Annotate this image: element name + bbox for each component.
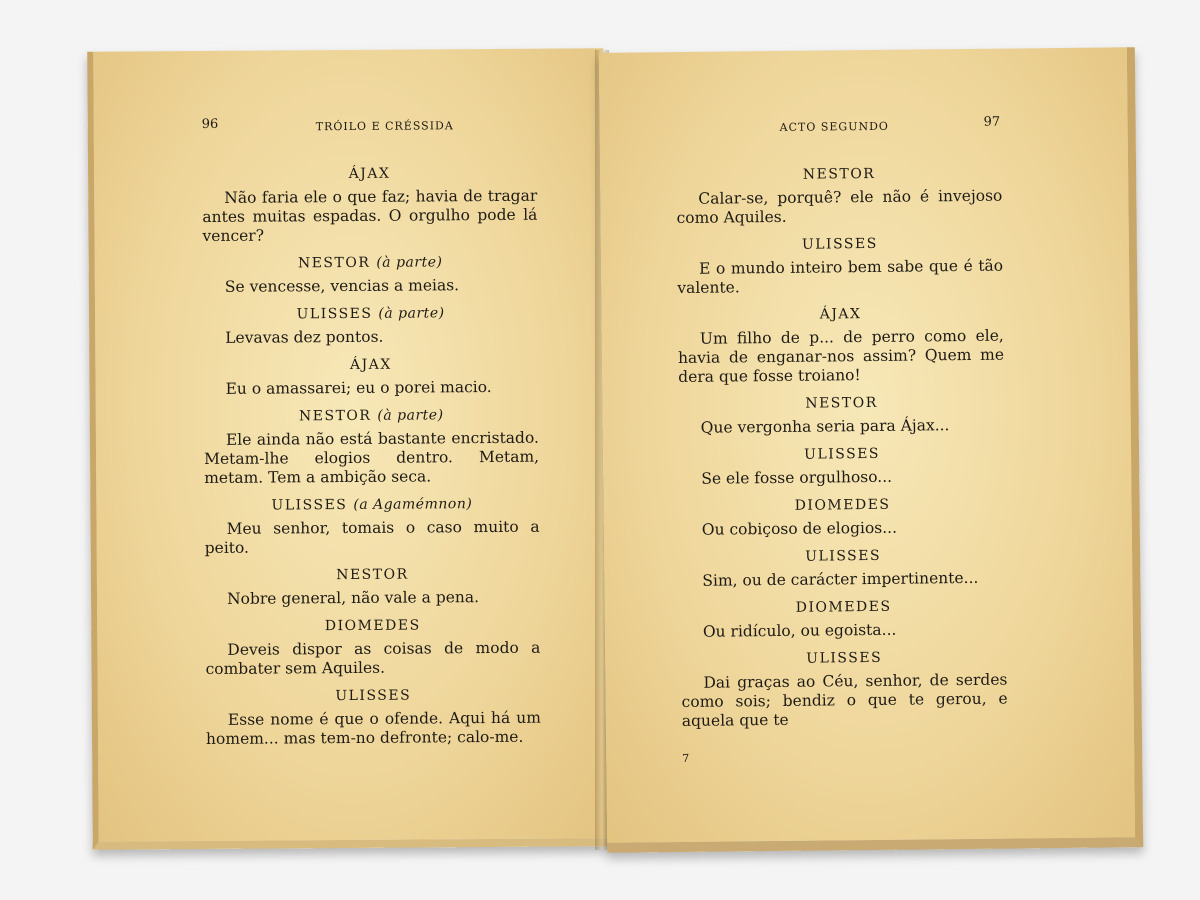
- speaker-name: ULISSES: [801, 235, 878, 253]
- speaker-name: DIOMEDES: [795, 598, 892, 616]
- signature-mark: 7: [682, 751, 690, 765]
- dialogue-line: Ele ainda não está bastante encristado. Metam-lhe elogios dentro. Metam, metam. Tem a ambição seca.: [204, 428, 540, 488]
- page-number: 97: [983, 114, 1001, 130]
- dialogue-column: [202, 161, 541, 759]
- dialogue-line: Meu senhor, tomais o caso muito a peito.: [204, 517, 540, 558]
- dialogue-line: Um filho de p... de perro como ele, havia de enganar-nos assim? Quem me dera que fosse troiano!: [677, 326, 1005, 387]
- speaker-heading: [206, 687, 541, 705]
- dialogue-line: Dai graças ao Céu, senhor, de serdes como sois; bendiz o que te gerou, e aquela que te: [681, 670, 1008, 730]
- speaker-heading: [678, 305, 1004, 324]
- speaker-name: DIOMEDES: [794, 496, 891, 514]
- speaker-heading: [205, 566, 540, 584]
- dialogue-line: Se ele fosse orgulhoso...: [701, 467, 893, 488]
- speaker-name: NESTOR: [336, 566, 409, 584]
- speaker-name: ÁJAX: [349, 356, 392, 373]
- speaker-heading: [204, 496, 539, 514]
- page-number: 96: [201, 116, 219, 133]
- left-page: [87, 48, 609, 850]
- speaker-name: ULISSES: [296, 305, 373, 323]
- stage-direction: (a Agamémnon): [353, 496, 473, 513]
- dialogue-line: Deveis dispor as coisas de modo a combater sem Aquiles.: [205, 638, 541, 678]
- dialogue-line: Esse nome é que o ofende. Aqui há um homem... mas tem-no defronte; calo-me.: [205, 708, 541, 748]
- speaker-name: DIOMEDES: [324, 617, 421, 635]
- speaker-heading: [681, 649, 1007, 668]
- speaker-name: NESTOR: [805, 394, 878, 412]
- speaker-heading: [205, 617, 540, 635]
- speaker-name: ÁJAX: [819, 306, 862, 323]
- speaker-name: ÁJAX: [348, 165, 391, 182]
- dialogue-line: Levavas dez pontos.: [225, 327, 384, 347]
- running-header: TRÓILO E CRÉSSIDA: [315, 119, 454, 134]
- speaker-name: ULISSES: [335, 687, 412, 705]
- right-page: [599, 47, 1143, 853]
- speaker-name: ULISSES: [806, 649, 883, 667]
- speaker-name: ULISSES: [805, 547, 882, 565]
- open-book: [85, 40, 1140, 865]
- dialogue-line: Nobre general, não vale a pena.: [226, 588, 480, 608]
- stage-direction: (à parte): [377, 407, 444, 424]
- speaker-heading: [680, 496, 1006, 515]
- dialogue-line: Ou ridículo, ou egoista...: [702, 620, 897, 641]
- dialogue-column: [676, 161, 1008, 741]
- speaker-heading: [203, 305, 538, 323]
- dialogue-line: Eu o amassarei; eu o porei macio.: [225, 377, 492, 398]
- stage-direction: (à parte): [378, 305, 445, 322]
- dialogue-line: Calar-se, porquê? ele não é invejoso como Aquiles.: [676, 186, 1003, 228]
- running-header: ACTO SEGUNDO: [779, 119, 889, 134]
- dialogue-line: Sim, ou de carácter impertinente...: [702, 568, 979, 590]
- dialogue-line: Que vergonha seria para Ájax...: [700, 416, 950, 437]
- speaker-heading: [204, 407, 539, 425]
- speaker-heading: [676, 165, 1002, 184]
- dialogue-line: Ou cobiçoso de elogios...: [701, 518, 898, 539]
- speaker-name: NESTOR: [802, 165, 876, 183]
- speaker-heading: [677, 235, 1003, 254]
- dialogue-line: Se vencesse, vencias a meias.: [224, 276, 460, 296]
- dialogue-line: E o mundo inteiro bem sabe que é tão valente.: [677, 256, 1004, 298]
- speaker-name: NESTOR: [297, 254, 371, 272]
- speaker-heading: [678, 394, 1004, 413]
- speaker-heading: [203, 356, 538, 374]
- speaker-heading: [203, 254, 538, 272]
- speaker-heading: [679, 445, 1005, 464]
- speaker-heading: [680, 547, 1006, 566]
- speaker-heading: [202, 165, 537, 183]
- speaker-name: ULISSES: [271, 497, 348, 514]
- speaker-heading: [681, 598, 1007, 617]
- speaker-name: ULISSES: [804, 445, 881, 463]
- stage-direction: (à parte): [376, 254, 443, 271]
- speaker-name: NESTOR: [298, 407, 372, 425]
- dialogue-line: Não faria ele o que faz; havia de tragar antes muitas espadas. O orgulho pode lá vencer?: [202, 186, 538, 246]
